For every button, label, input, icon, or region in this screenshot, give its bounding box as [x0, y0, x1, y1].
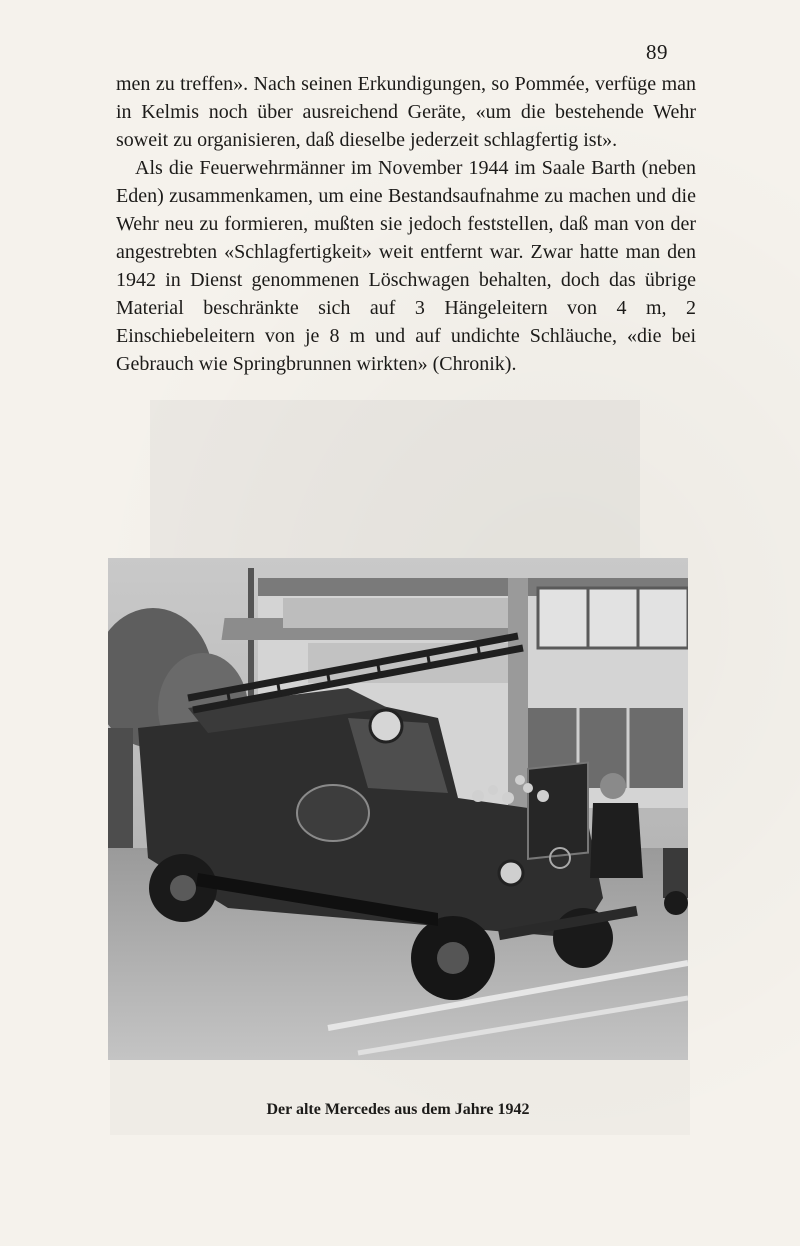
figure-caption: Der alte Mercedes aus dem Jahre 1942 — [266, 1101, 530, 1118]
fire-engine-photo — [108, 558, 688, 1060]
paragraph-2: Als die Feuerwehrmänner im November 1944 im Saale Barth (neben Eden) zusammenkamen, um eine Bestandsaufnahme zu machen und die Wehr neu zu formieren, mußten sie jedoch feststellen, daß man von der angestrebten «Schlagfertigkeit» weit entfernt war. Zwar hatte man den 1942 in Dienst genommenen Löschwagen behalten, doch das übrige Material beschränkte sich auf 3 Hängeleitern von 4 m, 2 Einschiebeleitern von je 8 m und auf undichte Schläuche, «die bei Gebrauch wie Springbrunnen wirkten» (Chronik). — [116, 157, 696, 375]
page-number: 89 — [646, 40, 668, 64]
show-through-shadow — [150, 400, 640, 570]
paragraph-1: men zu treffen». Nach seinen Erkundigungen, so Pommée, verfüge man in Kelmis noch über ausreichend Geräte, «um die bestehende Wehr soweit zu organisieren, daß dieselbe jederzeit schlagfertig ist». — [116, 73, 696, 151]
show-through-shadow-bottom — [110, 1060, 690, 1135]
body-text — [116, 70, 696, 378]
